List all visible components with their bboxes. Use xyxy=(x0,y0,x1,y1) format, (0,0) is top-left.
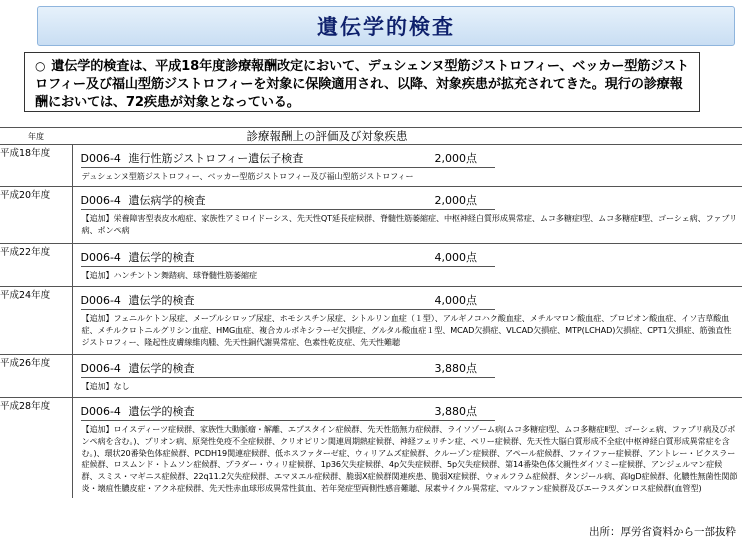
table-row xyxy=(0,355,742,398)
exam-points: 2,000点 xyxy=(434,194,477,207)
year-cell: 平成24年度 xyxy=(0,287,72,355)
table-row xyxy=(0,145,742,187)
exam-code: D006-4 xyxy=(80,250,121,264)
exam-name: 遺伝学的検査 xyxy=(128,294,195,307)
title-banner xyxy=(37,6,735,46)
disease-list: 【追加】ハンチントン舞踏病、球脊髄性筋萎縮症 xyxy=(81,270,257,280)
exam-name: 遺伝学的検査 xyxy=(128,251,195,264)
exam-code: D006-4 xyxy=(80,293,121,307)
disease-list: 【追加】なし xyxy=(81,381,130,391)
column-header-content: 診療報酬上の評価及び対象疾患 xyxy=(72,128,742,145)
assessment-table xyxy=(0,127,742,498)
table-row xyxy=(0,187,742,244)
table-header-row xyxy=(0,128,742,145)
exam-name: 遺伝病学的検査 xyxy=(128,194,206,207)
intro-text: 遺伝学的検査は、平成18年度診療報酬改定において、デュシェンヌ型筋ジストロフィー、ベッカー型筋ジストロフィー及び福山型筋ジストロフィーを対象に保険適用され、以降、対象疾患が拡充されてきた。現行の診療報酬においては、72疾患が対象となっている。 xyxy=(35,59,689,110)
exam-name: 進行性筋ジストロフィー遺伝子検査 xyxy=(128,152,304,165)
content-cell xyxy=(72,398,742,498)
exam-points: 3,880点 xyxy=(434,405,477,418)
table-row xyxy=(0,398,742,498)
disease-list: デュシェンヌ型筋ジストロフィー、ベッカー型筋ジストロフィー及び福山型筋ジストロフィー xyxy=(81,171,414,181)
exam-code: D006-4 xyxy=(80,151,121,165)
exam-line xyxy=(81,355,495,378)
table-row xyxy=(0,244,742,287)
exam-name: 遺伝学的検査 xyxy=(128,362,195,375)
year-cell: 平成28年度 xyxy=(0,398,72,498)
bullet-icon: ○ xyxy=(35,59,46,73)
year-cell: 平成18年度 xyxy=(0,145,72,187)
exam-line xyxy=(81,187,495,210)
disease-list: 【追加】フェニルケトン尿症、メープルシロップ尿症、ホモシスチン尿症、シトルリン血症（１型）、アルギノコハク酸血症、メチルマロン酸血症、プロピオン酸血症、イソ吉草酸血症、メチルクロトニルグリシン血症、HMG血症、複合カルボキシラーゼ欠損症、グルタル酸血症１型、MCAD欠損症、VLCAD欠損症、MTP(LCHAD)欠損症、CPT1欠損症、筋強直性ジストロフィー、隆起性皮膚線維肉腫、先天性銅代謝異常症、色素性乾皮症、先天性難聴 xyxy=(81,313,732,347)
exam-line xyxy=(81,287,495,310)
disease-list: 【追加】ロイスディーツ症候群、家族性大動脈瘤・解離、エプスタイン症候群、先天性筋無力症候群、ライソゾーム病(ムコ多糖症Ⅰ型、ムコ多糖症Ⅱ型、ゴーシェ病、ファブリ病及びポンペ病を含む。)、プリオン病、原発性免疫不全症候群、クリオピリン関連周期熱症候群、神経フェリチン症、ペリー症候群、先天性大脳白質形成不全症(中枢神経白質形成異常症を含む。)、環状20番染色体症候群、PCDH19関連症候群、低ホスファターゼ症、ウィリアムズ症候群、クルーゾン症候群、アペール症候群、ファイファー症候群、アントレー・ビクスラー症候群、ロスムンド・トムソン症候群、プラダー・ウィリ症候群、1p36欠失症候群、4p欠失症候群、5p欠失症候群、第14番染色体父親性ダイソミー症候群、アンジェルマン症候群、スミス・マギニス症候群、22q11.2欠失症候群、エマヌエル症候群、脆弱X症候群関連疾患、脆弱X症候群、ウォルフラム症候群、タンジール病、高IgD症候群、化膿性無菌性関節炎・壊疽性膿皮症・アクネ症候群、先天性赤血球形成異常性貧血、若年発症型両側性感音難聴、尿素サイクル異常症、マルファン症候群及びエーラスダンロス症候群(血管型) xyxy=(81,424,738,493)
exam-code: D006-4 xyxy=(80,361,121,375)
column-header-year: 年度 xyxy=(0,128,72,145)
year-cell: 平成20年度 xyxy=(0,187,72,244)
exam-code: D006-4 xyxy=(80,404,121,418)
exam-line xyxy=(81,398,495,421)
exam-points: 2,000点 xyxy=(434,152,477,165)
exam-name: 遺伝学的検査 xyxy=(128,405,195,418)
page-title: 遺伝学的検査 xyxy=(317,15,455,39)
content-cell xyxy=(72,287,742,355)
source-note: 出所：厚労省資料から一部抜粋 xyxy=(589,526,736,538)
exam-line xyxy=(81,244,495,267)
exam-points: 4,000点 xyxy=(434,251,477,264)
intro-box xyxy=(24,52,700,112)
disease-list: 【追加】栄養障害型表皮水疱症、家族性アミロイドーシス、先天性QT延長症候群、脊髄性筋萎縮症、中枢神経白質形成異常症、ムコ多糖症Ⅰ型、ムコ多糖症Ⅱ型、ゴーシェ病、ファブリ病、ポンペ病 xyxy=(81,213,738,235)
exam-points: 3,880点 xyxy=(434,362,477,375)
exam-line xyxy=(81,145,495,168)
table-row xyxy=(0,287,742,355)
year-cell: 平成26年度 xyxy=(0,355,72,398)
content-cell xyxy=(72,145,742,187)
exam-points: 4,000点 xyxy=(434,294,477,307)
content-cell xyxy=(72,244,742,287)
year-cell: 平成22年度 xyxy=(0,244,72,287)
exam-code: D006-4 xyxy=(80,193,121,207)
content-cell xyxy=(72,355,742,398)
content-cell xyxy=(72,187,742,244)
